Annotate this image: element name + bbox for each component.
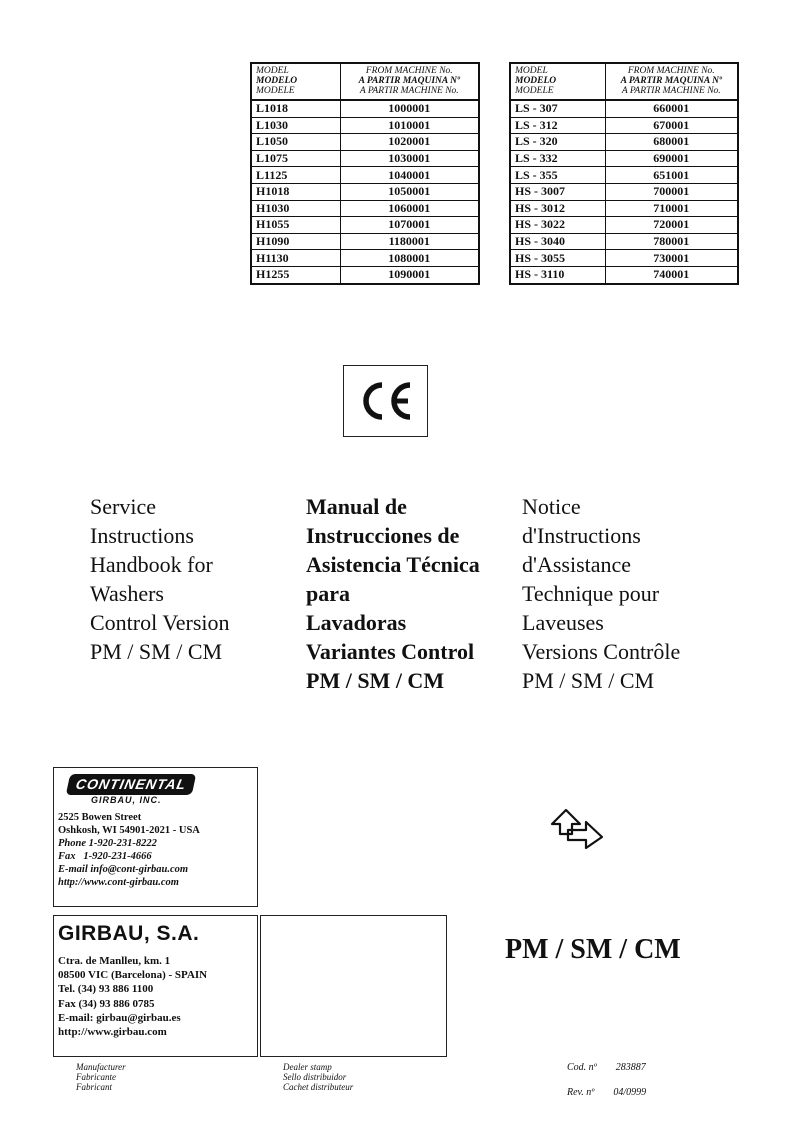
- label-line: Fabricante: [76, 1072, 116, 1082]
- header-text: FROM MACHINE No.: [365, 66, 453, 76]
- table-row: [251, 233, 479, 250]
- email-line: E-mail: girbau@girbau.es: [58, 1011, 181, 1024]
- title-line: Lavadoras: [306, 610, 407, 635]
- continental-logo-text: CONTINENTAL: [66, 774, 197, 795]
- title-english: [90, 492, 230, 666]
- model-cell: HS - 3007: [510, 183, 605, 200]
- model-cell: LS - 320: [510, 134, 605, 151]
- header-text: A PARTIR MACHINE No.: [359, 86, 459, 96]
- table-row: [510, 167, 738, 184]
- table-row: [251, 250, 479, 267]
- model-cell: L1075: [251, 150, 340, 167]
- title-line: PM / SM / CM: [522, 668, 655, 693]
- title-french: [522, 492, 680, 695]
- table-row: [510, 200, 738, 217]
- web-line: http://www.girbau.com: [58, 1026, 167, 1039]
- address-line: 08500 VIC (Barcelona) - SPAIN: [58, 969, 208, 982]
- dealer-stamp-box: [260, 915, 447, 1057]
- header-text: MODELE: [515, 86, 554, 96]
- machine-number-cell: 700001: [605, 183, 738, 200]
- model-cell: H1090: [251, 233, 340, 250]
- title-line: d'Assistance: [522, 552, 632, 577]
- model-cell: LS - 307: [510, 100, 605, 117]
- machine-number-cell: 710001: [605, 200, 738, 217]
- title-spanish: [306, 492, 480, 695]
- address-line: Oshkosh, WI 54901-2021 - USA: [58, 825, 200, 836]
- fax-line: Fax 1-920-231-4666: [58, 851, 152, 862]
- table-row: [251, 200, 479, 217]
- header-text: A PARTIR MACHINE No.: [621, 86, 721, 96]
- machine-number-cell: 780001: [605, 233, 738, 250]
- title-line: Instrucciones de: [306, 523, 460, 548]
- table-row: [510, 150, 738, 167]
- title-line: Service: [90, 494, 156, 519]
- table-row: [510, 183, 738, 200]
- table-row: [510, 266, 738, 283]
- table-body: [510, 100, 738, 284]
- model-table-right: [509, 62, 739, 285]
- model-cell: H1018: [251, 183, 340, 200]
- model-cell: HS - 3055: [510, 250, 605, 267]
- address-line: Ctra. de Manlleu, km. 1: [58, 955, 171, 967]
- label-line: Cachet distributeur: [283, 1082, 354, 1092]
- machine-number-cell: 720001: [605, 217, 738, 234]
- continental-address: [58, 811, 200, 889]
- title-line: Manual de: [306, 494, 407, 519]
- machine-number-cell: 1090001: [340, 266, 479, 283]
- title-line: Control Version: [90, 610, 230, 635]
- cod-label: Cod. nº: [567, 1062, 597, 1073]
- title-line: Laveuses: [522, 610, 604, 635]
- label-line: Manufacturer: [76, 1062, 126, 1072]
- table-row: [251, 134, 479, 151]
- title-line: Asistencia Técnica: [306, 552, 480, 577]
- model-cell: LS - 312: [510, 117, 605, 134]
- label-line: Sello distribuidor: [283, 1072, 347, 1082]
- model-cell: L1050: [251, 134, 340, 151]
- header-from-machine: [605, 63, 738, 100]
- cod-number: [567, 1062, 646, 1073]
- continental-logo: [68, 774, 194, 795]
- machine-number-cell: 651001: [605, 167, 738, 184]
- header-model: [251, 63, 340, 100]
- table-body: [251, 100, 479, 284]
- machine-number-cell: 660001: [653, 101, 690, 116]
- title-line: para: [306, 581, 350, 606]
- model-cell: H1130: [251, 250, 340, 267]
- machine-number-cell: 1030001: [340, 150, 479, 167]
- machine-number-cell: 1060001: [340, 200, 479, 217]
- label-line: Dealer stamp: [283, 1062, 332, 1072]
- ce-mark-icon: [354, 380, 418, 422]
- model-cell: HS - 3040: [510, 233, 605, 250]
- table-row: [251, 167, 479, 184]
- symbol-icon: [548, 804, 608, 855]
- header-text: MODELE: [256, 86, 295, 96]
- model-cell: L1030: [251, 117, 340, 134]
- table-row: [251, 217, 479, 234]
- title-line: Variantes Control: [306, 639, 475, 664]
- continental-sub: GIRBAU, INC.: [91, 795, 162, 805]
- machine-number-cell: 670001: [605, 117, 738, 134]
- machine-number-cell: 690001: [605, 150, 738, 167]
- model-cell: LS - 332: [510, 150, 605, 167]
- header-model: [510, 63, 605, 100]
- model-cell: H1030: [251, 200, 340, 217]
- table-row: [251, 150, 479, 167]
- model-cell: L1125: [251, 167, 340, 184]
- model-table-left-wrap: [250, 62, 480, 285]
- fax-line: Fax (34) 93 886 0785: [58, 997, 155, 1010]
- model-cell: HS - 3022: [510, 217, 605, 234]
- machine-number-cell: 1180001: [340, 233, 479, 250]
- table-row: [510, 250, 738, 267]
- title-line: d'Instructions: [522, 523, 641, 548]
- header-text: MODEL: [515, 66, 548, 76]
- ce-mark: [343, 365, 428, 437]
- web-line: http://www.cont-girbau.com: [58, 877, 179, 888]
- header-text: MODEL: [256, 66, 289, 76]
- table-row: [251, 266, 479, 283]
- header-text: FROM MACHINE No.: [627, 66, 715, 76]
- continental-box: [53, 767, 258, 907]
- machine-number-cell: 730001: [605, 250, 738, 267]
- machine-number-cell: 680001: [605, 134, 738, 151]
- rev-value: 04/0999: [613, 1087, 647, 1098]
- rev-label: Rev. nº: [567, 1087, 595, 1098]
- table-row: [510, 134, 738, 151]
- machine-number-cell: 1010001: [340, 117, 479, 134]
- table-row: [510, 233, 738, 250]
- rev-number: [567, 1087, 646, 1098]
- email-line: E-mail info@cont-girbau.com: [58, 864, 189, 875]
- title-line: PM / SM / CM: [90, 639, 223, 664]
- girbau-logo: GIRBAU, S.A.: [58, 922, 200, 945]
- model-table-right-wrap: [509, 62, 739, 285]
- table-row: [510, 217, 738, 234]
- title-line: Washers: [90, 581, 164, 606]
- table-row: [251, 117, 479, 134]
- header-text: MODELO: [515, 76, 557, 86]
- title-line: Handbook for: [90, 552, 213, 577]
- table-row: [251, 100, 479, 117]
- recycle-arrow-icon: [548, 804, 608, 850]
- title-line: Versions Contrôle: [522, 639, 681, 664]
- machine-number-cell: 1040001: [340, 167, 479, 184]
- title-line: Instructions: [90, 523, 194, 548]
- header-text: A PARTIR MAQUINA Nº: [620, 76, 722, 86]
- model-cell: L1018: [251, 100, 340, 117]
- machine-number-cell: 1080001: [340, 250, 479, 267]
- phone-line: Phone 1-920-231-8222: [58, 838, 157, 849]
- model-cell: H1055: [251, 217, 340, 234]
- table-header: [510, 63, 738, 100]
- dealer-labels: [283, 1062, 353, 1092]
- model-cell: HS - 3110: [510, 266, 605, 283]
- table-row: [510, 100, 738, 117]
- machine-number-cell: 1000001: [388, 101, 431, 116]
- manufacturer-labels: [76, 1062, 126, 1092]
- machine-number-cell: 1020001: [340, 134, 479, 151]
- machine-number-cell: 740001: [605, 266, 738, 283]
- machine-number-cell: 1070001: [340, 217, 479, 234]
- address-line: 2525 Bowen Street: [58, 812, 142, 823]
- title-line: PM / SM / CM: [306, 668, 445, 693]
- cod-value: 283887: [615, 1062, 646, 1073]
- girbau-box: [53, 915, 258, 1057]
- title-line: Technique pour: [522, 581, 660, 606]
- model-cell: H1255: [251, 266, 340, 283]
- label-line: Fabricant: [76, 1082, 112, 1092]
- machine-number-cell: 1050001: [340, 183, 479, 200]
- girbau-address: [58, 954, 207, 1039]
- header-text: MODELO: [256, 76, 298, 86]
- table-row: [251, 183, 479, 200]
- phone-line: Tel. (34) 93 886 1100: [58, 983, 154, 996]
- model-cell: HS - 3012: [510, 200, 605, 217]
- product-code: PM / SM / CM: [505, 934, 681, 965]
- model-table-left: [250, 62, 480, 285]
- header-from-machine: [340, 63, 479, 100]
- table-header: [251, 63, 479, 100]
- model-cell: LS - 355: [510, 167, 605, 184]
- table-row: [510, 117, 738, 134]
- title-line: Notice: [522, 494, 581, 519]
- header-text: A PARTIR MAQUINA Nº: [358, 76, 460, 86]
